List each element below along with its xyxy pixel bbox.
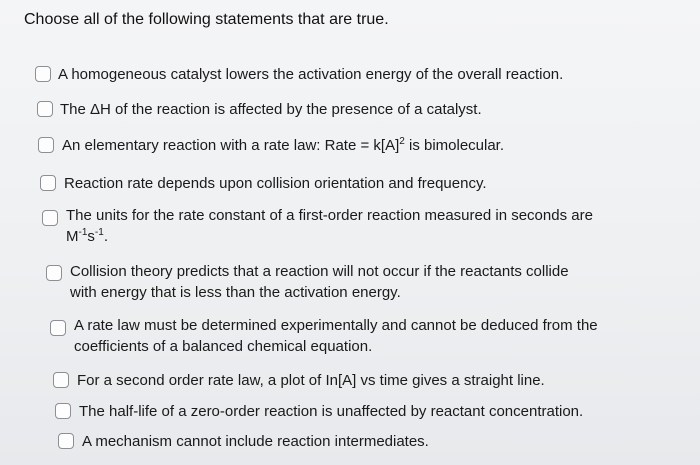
option-checkbox[interactable] xyxy=(46,265,62,281)
option-label: A rate law must be determined experimentally and cannot be deduced from the coefficients of a balanced chemical equation. xyxy=(74,317,598,355)
option-label: The half-life of a zero-order reaction is unaffected by reactant concentration. xyxy=(79,403,584,420)
option-label: A homogeneous catalyst lowers the activation energy of the overall reaction. xyxy=(58,66,564,83)
option-checkbox[interactable] xyxy=(37,101,53,117)
option-checkbox[interactable] xyxy=(42,210,58,226)
option-label: Reaction rate depends upon collision orientation and frequency. xyxy=(64,175,487,192)
option-checkbox[interactable] xyxy=(35,66,51,82)
option-label: A mechanism cannot include reaction intermediates. xyxy=(82,433,429,450)
option-label: Collision theory predicts that a reaction will not occur if the reactants collide with energy that is less than the activation energy. xyxy=(70,263,569,301)
option-checkbox[interactable] xyxy=(55,403,71,419)
option-checkbox[interactable] xyxy=(58,433,74,449)
option-checkbox[interactable] xyxy=(50,320,66,336)
question-prompt: Choose all of the following statements that are true. xyxy=(24,11,389,28)
option-checkbox[interactable] xyxy=(38,137,54,153)
option-label: An elementary reaction with a rate law: Rate = $k[A]^2$ is bimolecular. xyxy=(62,136,505,154)
option-label: For a second order rate law, a plot of In[A] vs time gives a straight line. xyxy=(77,372,545,389)
option-label: The ΔH of the reaction is affected by the presence of a catalyst. xyxy=(60,101,482,118)
option-label: The units for the rate constant of a first-order reaction measured in seconds are $M^{-1}s^{-1}$. xyxy=(66,207,593,245)
option-checkbox[interactable] xyxy=(40,175,56,191)
option-checkbox[interactable] xyxy=(53,372,69,388)
